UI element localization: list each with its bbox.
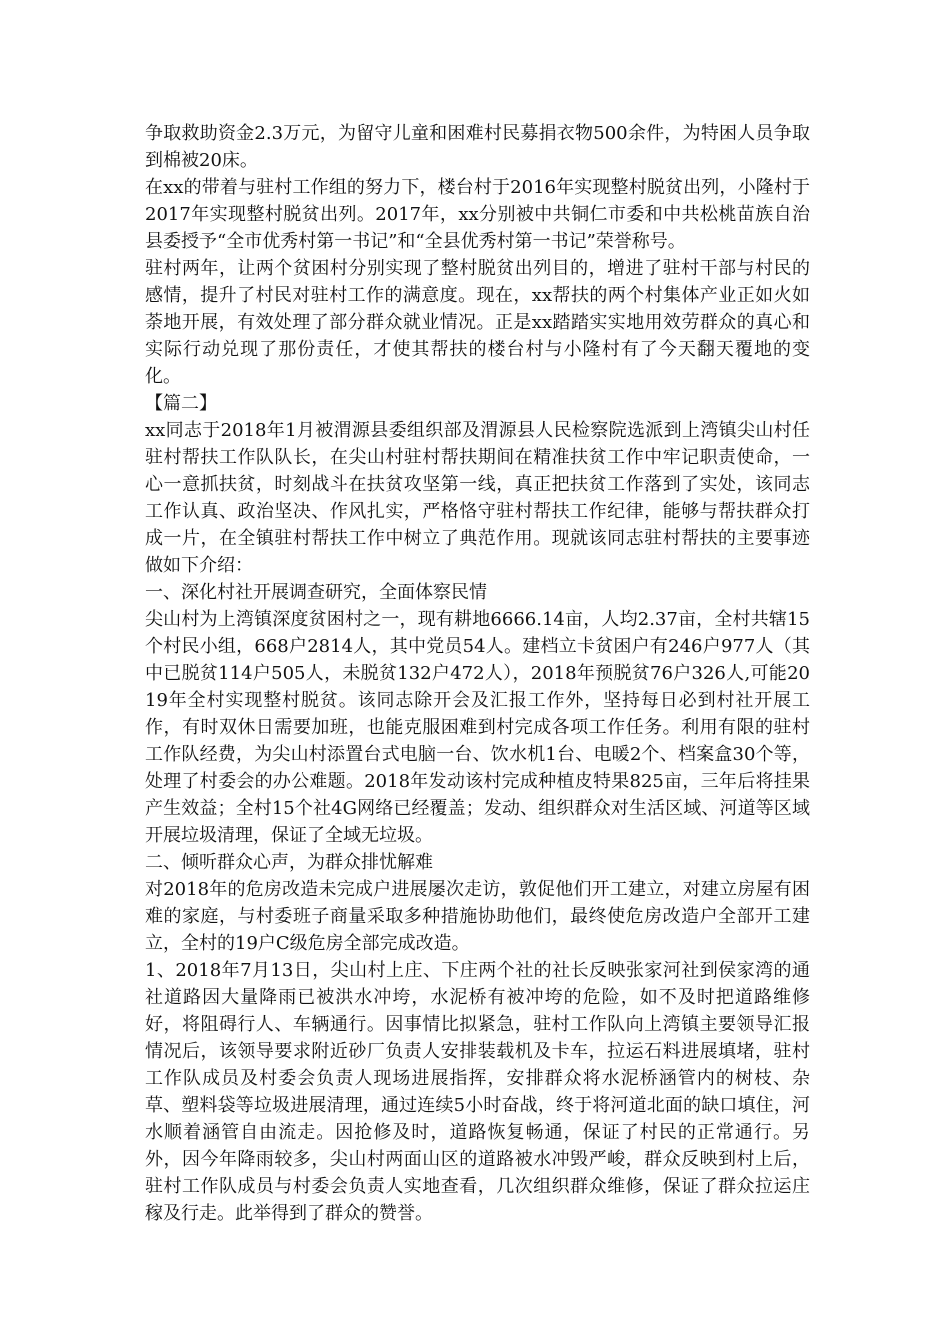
- paragraph-relief-funds: 争取救助资金2.3万元，为留守儿童和困难村民募捐衣物500余件，为特困人员争取到棉被20床。: [145, 123, 810, 171]
- section-heading-one: 一、深化村社开展调查研究，全面体察民情: [145, 582, 487, 603]
- document-body: [145, 120, 810, 1227]
- paragraph-two-years: 驻村两年，让两个贫困村分别实现了整村脱贫出列目的，增进了驻村干部与村民的感情，提升了村民对驻村工作的满意度。现在，xx帮扶的两个村集体产业正如火如荼地开展，有效处理了部分群众就业情况。正是xx踏踏实实地用效劳群众的真心和实际行动兑现了那份责任，才使其帮扶的楼台村与小隆村有了今天翻天覆地的变化。: [145, 258, 810, 387]
- paragraph-housing-renovation: 对2018年的危房改造未完成户进展屡次走访，敦促他们开工建立，对建立房屋有困难的家庭，与村委班子商量采取多种措施协助他们，最终使危房改造户全部开工建立，全村的19户C级危房全部完成改造。: [145, 879, 810, 954]
- paragraph-road-repair: 1、2018年7月13日，尖山村上庄、下庄两个社的社长反映张家河社到侯家湾的通社道路因大量降雨已被洪水冲垮，水泥桥有被冲垮的危险，如不及时把道路维修好，将阻碍行人、车辆通行。因事情比拟紧急，驻村工作队向上湾镇主要领导汇报情况后，该领导要求附近砂厂负责人安排装载机及卡车，拉运石料进展填堵，驻村工作队成员及村委会负责人现场进展指挥，安排群众将水泥桥涵管内的树枝、杂草、塑料袋等垃圾进展清理，通过连续5小时奋战，终于将河道北面的缺口填住，河水顺着涵管自由流走。因抢修及时，道路恢复畅通，保证了村民的正常通行。另外，因今年降雨较多，尖山村两面山区的道路被水冲毁严峻，群众反映到村上后，驻村工作队成员与村委会负责人实地查看，几次组织群众维修，保证了群众拉运庄稼及行走。此举得到了群众的赞誉。: [145, 960, 810, 1224]
- paragraph-poverty-exit: 在xx的带着与驻村工作组的努力下，楼台村于2016年实现整村脱贫出列，小隆村于2017年实现整村脱贫出列。2017年，xx分别被中共铜仁市委和中共松桃苗族自治县委授予“全市优秀村第一书记”和“全县优秀村第一书记”荣誉称号。: [145, 177, 810, 252]
- paragraph-village-overview: 尖山村为上湾镇深度贫困村之一，现有耕地6666.14亩，人均2.37亩，全村共辖15个村民小组，668户2814人，其中党员54人。建档立卡贫困户有246户977人（其中已脱贫114户505人，未脱贫132户472人），2018年预脱贫76户326人,可能2019年全村实现整村脱贫。该同志除开会及汇报工作外，坚持每日必到村社开展工作，有时双休日需要加班，也能克服困难到村完成各项工作任务。利用有限的驻村工作队经费，为尖山村添置台式电脑一台、饮水机1台、电暖2个、档案盒30个等，处理了村委会的办公难题。2018年发动该村完成种植皮特果825亩，三年后将挂果产生效益；全村15个社4G网络已经覆盖；发动、组织群众对生活区域、河道等区域开展垃圾清理，保证了全域无垃圾。: [145, 609, 810, 846]
- paragraph-introduction: xx同志于2018年1月被渭源县委组织部及渭源县人民检察院选派到上湾镇尖山村任驻村帮扶工作队队长，在尖山村驻村帮扶期间在精准扶贫工作中牢记职责使命，一心一意抓扶贫，时刻战斗在扶贫攻坚第一线，真正把扶贫工作落到了实处，该同志工作认真、政治坚决、作风扎实，严格恪守驻村帮扶工作纪律，能够与帮扶群众打成一片，在全镇驻村帮扶工作中树立了典范作用。现就该同志驻村帮扶的主要事迹做如下介绍：: [145, 420, 810, 576]
- section-heading-part-two: 【篇二】: [145, 393, 217, 414]
- section-heading-two: 二、倾听群众心声，为群众排忧解难: [145, 852, 433, 873]
